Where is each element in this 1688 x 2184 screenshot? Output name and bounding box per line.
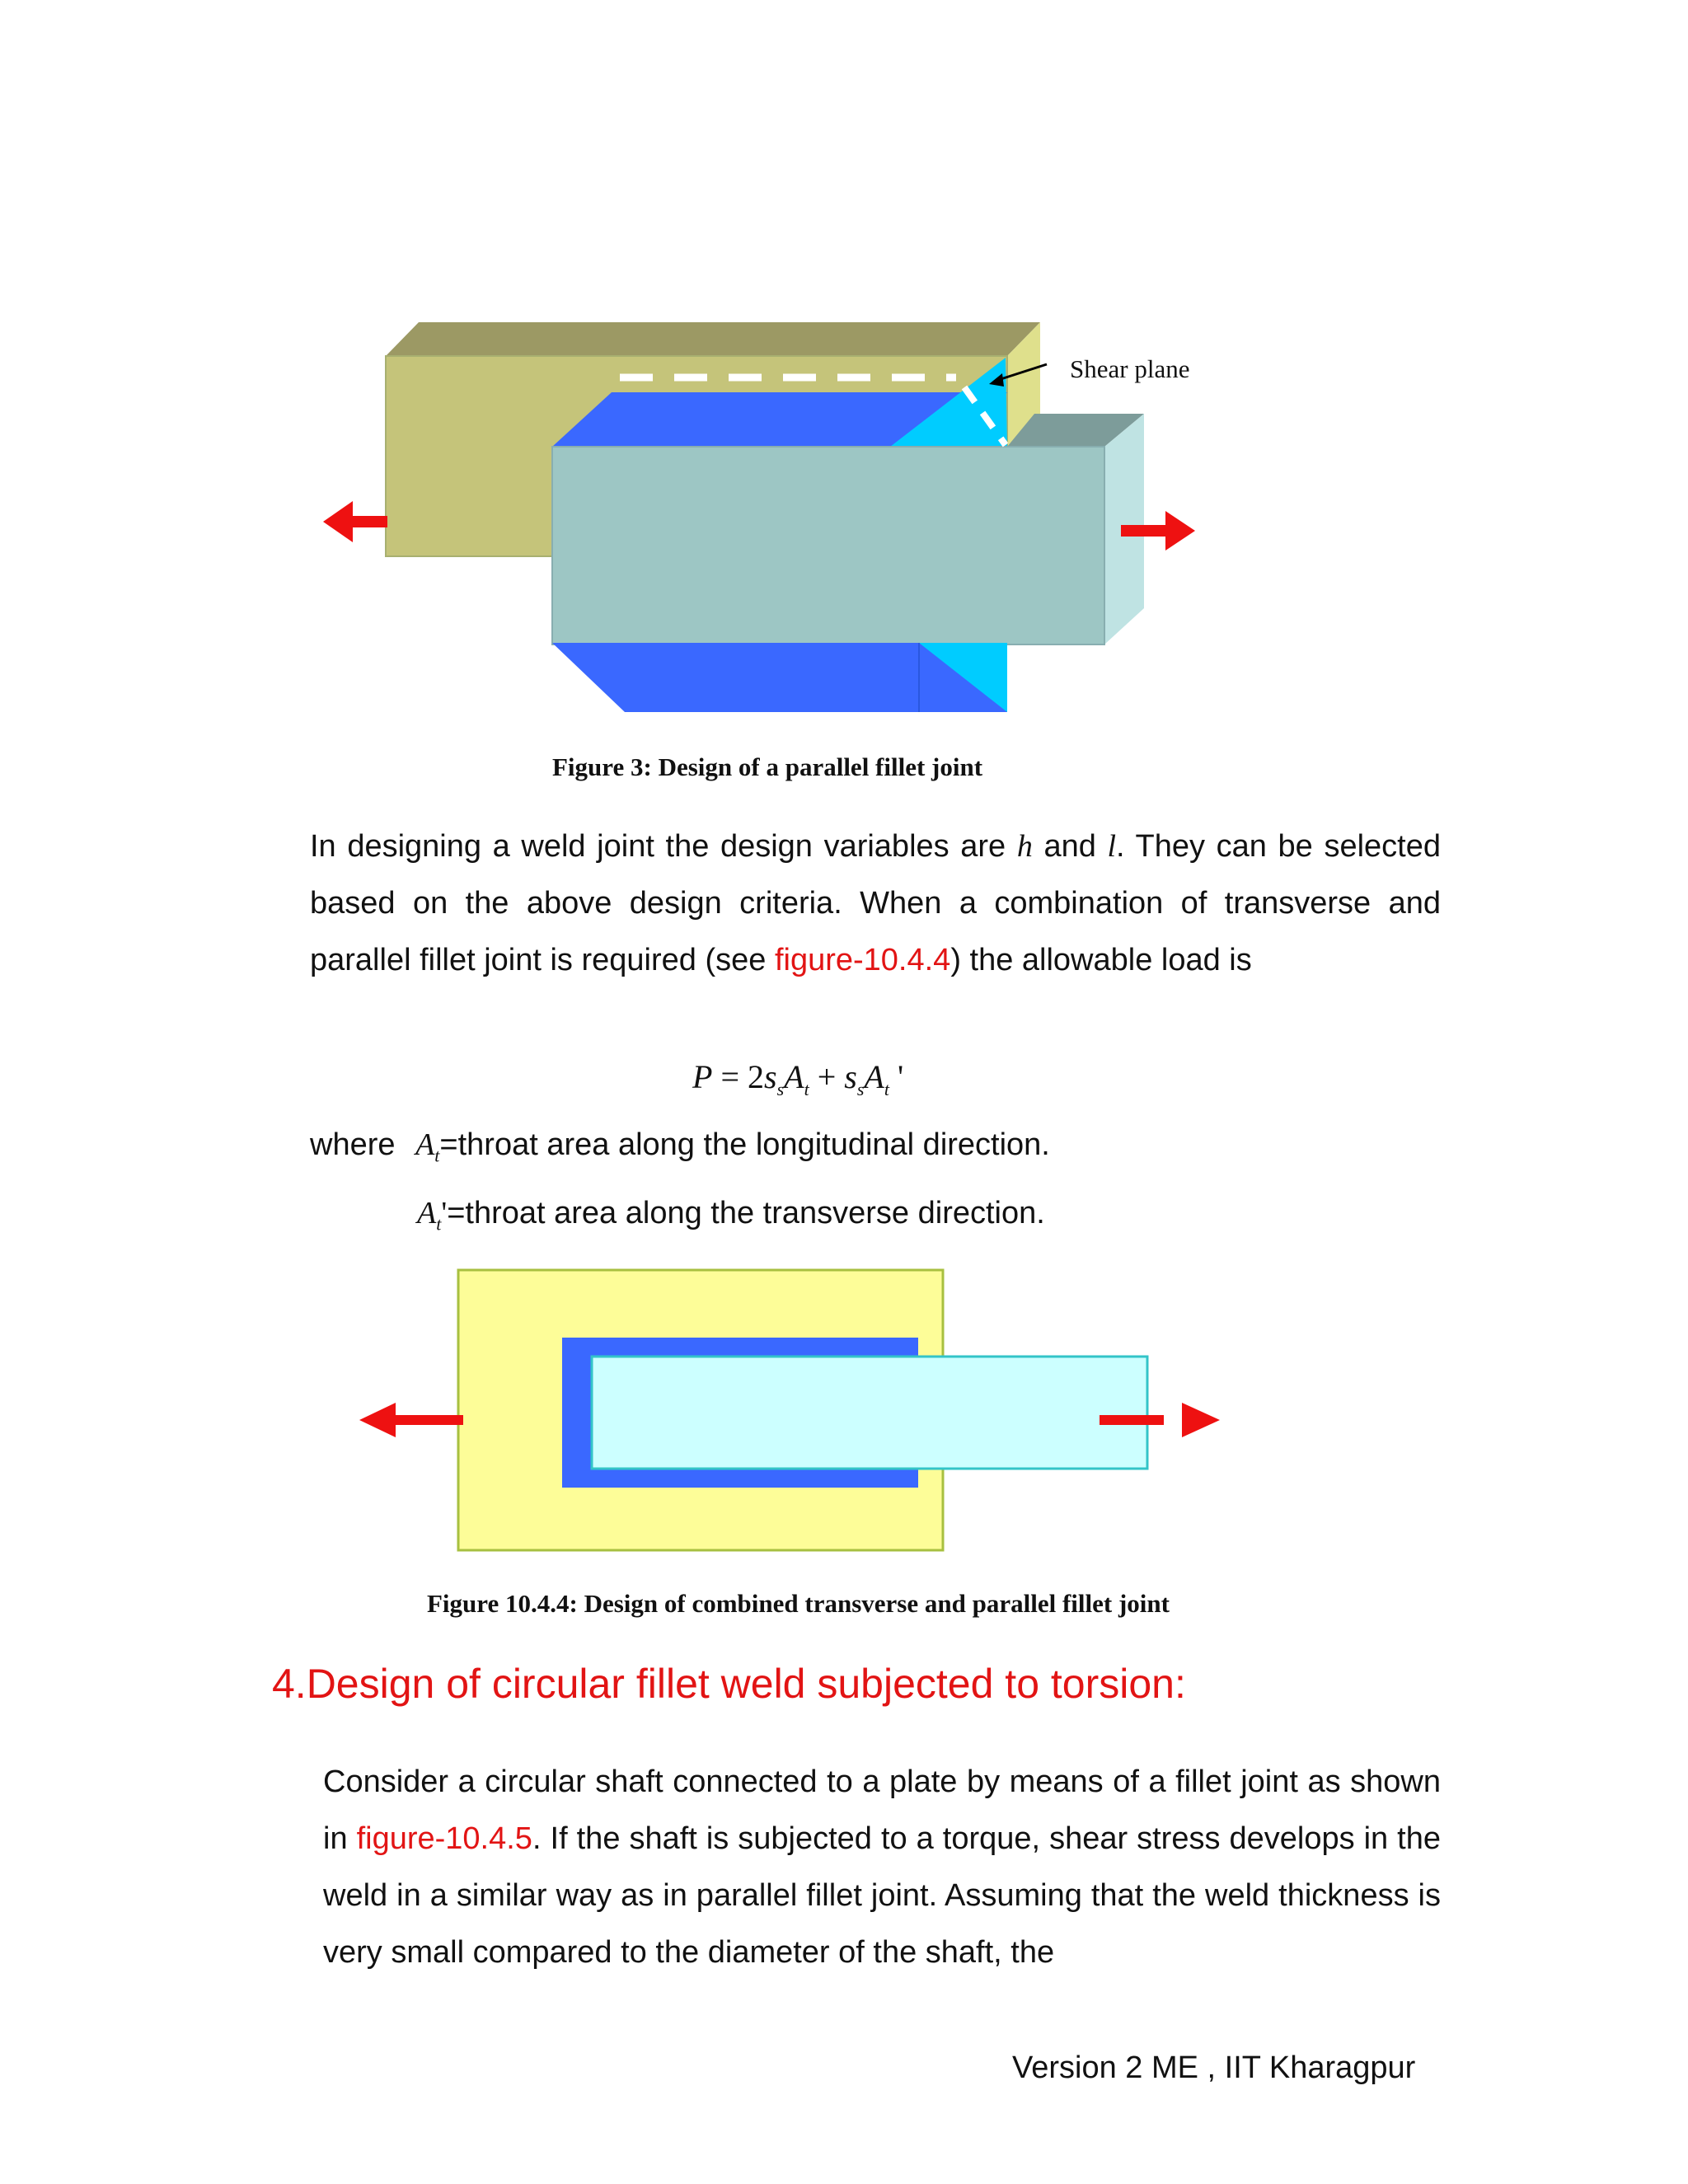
paragraph-text: . If the shaft is subjected to a torque, shear stress develops in the weld in a similar way as in parallel fillet joint. Assuming that the weld thickness is very small compared to the diameter of the shaft, the (323, 1821, 1441, 1970)
shear-plane-label: Shear plane (1070, 354, 1190, 383)
force-arrow-right-head (1182, 1403, 1220, 1437)
bar-front-face (552, 447, 1104, 644)
var-l: l (1107, 829, 1117, 864)
figure-10-4-4-caption: Figure 10.4.4: Design of combined transverse and parallel fillet joint (427, 1589, 1170, 1618)
figure-10-4-4-link[interactable]: figure-10.4.4 (774, 943, 951, 977)
paragraph-circular-weld (323, 1754, 1441, 1981)
paragraph-text: . They can be selected based on the above design criteria. When a combination of transverse and parallel fillet joint is required (see (310, 829, 1441, 977)
plate-top-face (386, 322, 1040, 356)
footer-version: Version 2 ME , IIT Kharagpur (1012, 2050, 1416, 2085)
paragraph-design-variables (310, 818, 1441, 989)
paragraph-text: and (1032, 829, 1108, 864)
paragraph-text: Consider a circular shaft connected to a plate by means of a fillet joint as shown in (323, 1765, 1441, 1856)
paragraph-text: ) the allowable load is (950, 943, 1252, 977)
force-arrow-left-shaft (396, 1415, 463, 1425)
force-arrow-left-head (359, 1403, 396, 1437)
force-arrow-right-shaft (1100, 1415, 1164, 1425)
var-h: h (1016, 829, 1033, 864)
equation-allowable-load: $P = 2s_sA_t + s_sA_t$ ' (692, 1058, 904, 1099)
force-arrow-right-shaft (1121, 525, 1169, 537)
where-line-1: where $A_t=throat$ area along the longitudinal direction. (310, 1127, 1050, 1166)
where-line-2: $A_t'=throat$ area along the transverse direction. (417, 1196, 1045, 1235)
figure-3 (305, 305, 1253, 725)
section-4-heading: 4.Design of circular fillet weld subjected to torsion: (272, 1661, 1186, 1707)
force-arrow-left-head (323, 501, 353, 542)
figure-3-caption: Figure 3: Design of a parallel fillet joint (552, 752, 983, 781)
bar (592, 1357, 1147, 1469)
figure-10-4-4-drawing (346, 1261, 1236, 1558)
paragraph-text: In designing a weld joint the design variables are (310, 829, 1017, 864)
force-arrow-right-head (1165, 511, 1195, 551)
figure-10-4-4 (346, 1261, 1236, 1558)
figure-10-4-5-link[interactable]: figure-10.4.5 (356, 1821, 532, 1856)
